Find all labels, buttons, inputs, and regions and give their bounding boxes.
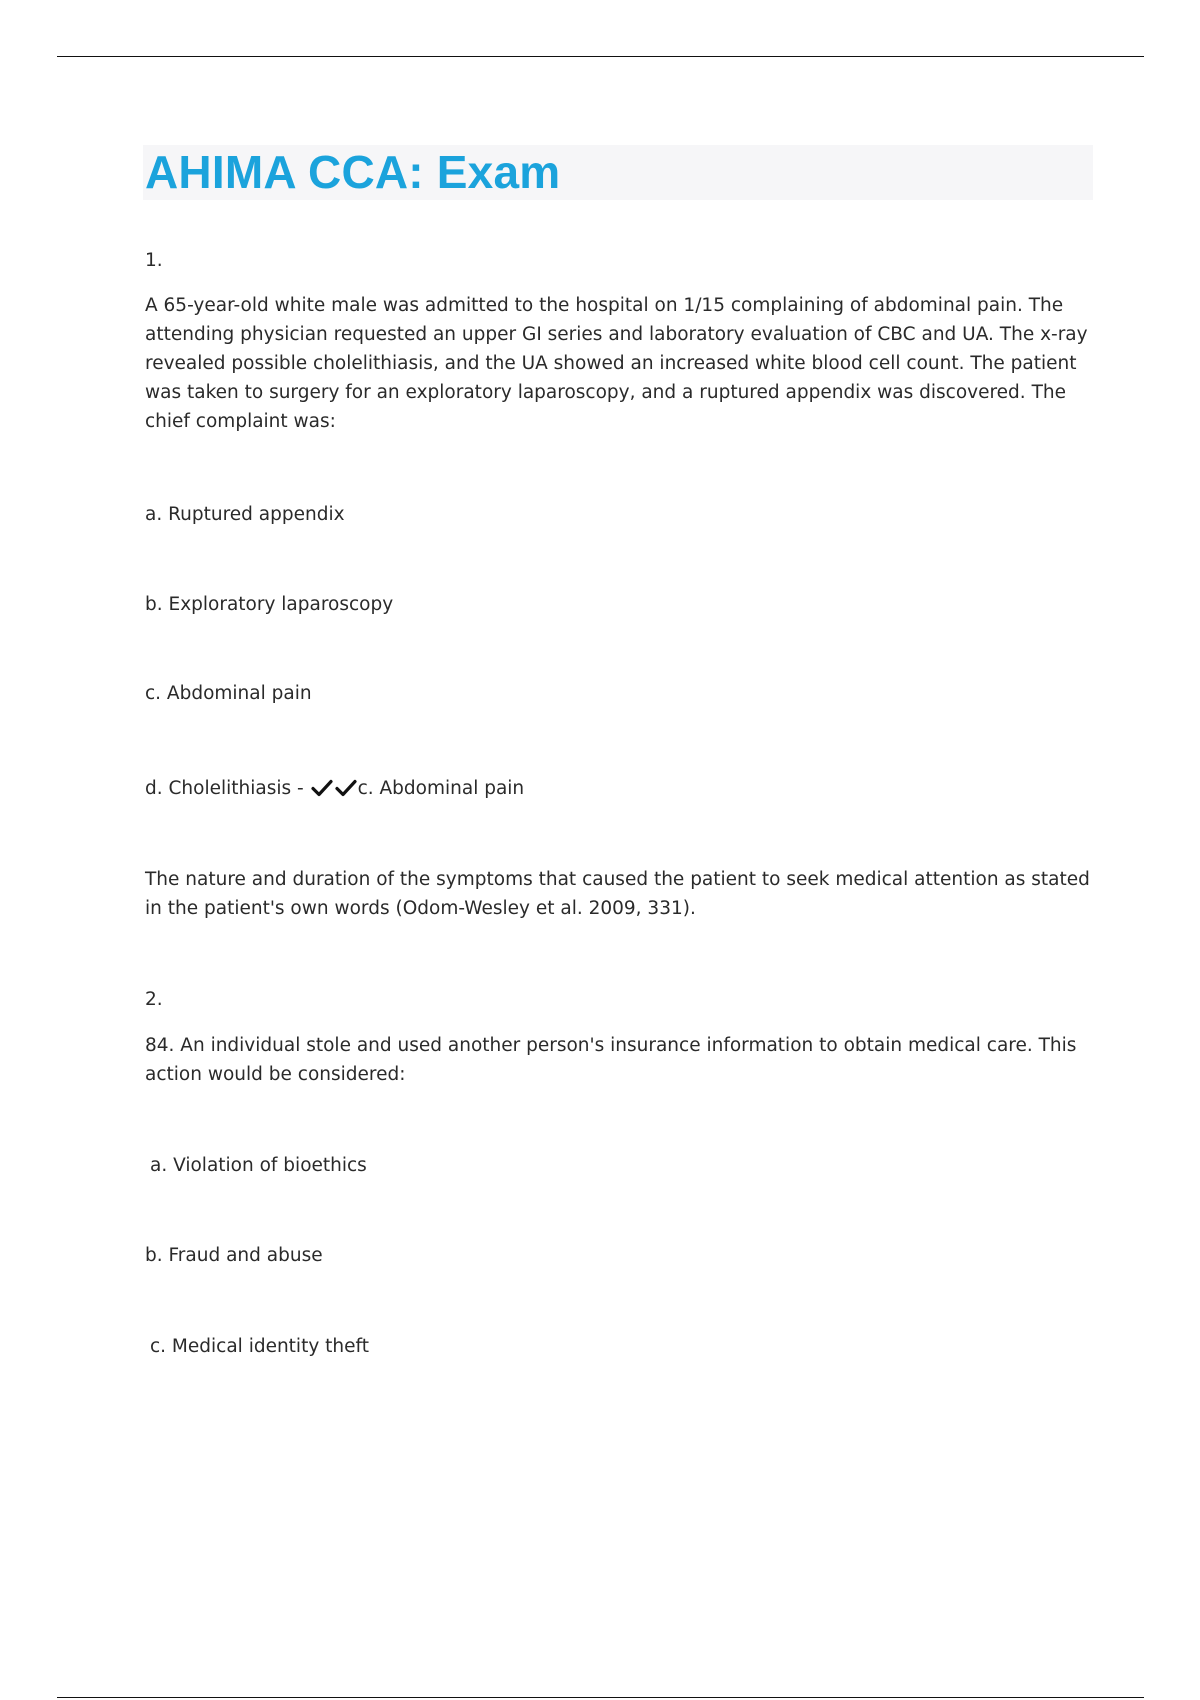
option-d-with-answer bbox=[145, 774, 1100, 806]
option-a: a. Ruptured appendix bbox=[145, 504, 345, 525]
answer-explanation: The nature and duration of the symptoms that caused the patient to seek medical attention as stated in the patient's own words (Odom-Wesley et al. 2009, 331). bbox=[145, 869, 1090, 919]
checkmark-icon bbox=[335, 777, 357, 806]
header-rule bbox=[57, 56, 1144, 57]
option-b: b. Fraud and abuse bbox=[145, 1245, 323, 1266]
question-text: 84. An individual stole and used another person's insurance information to obtain medical care. This action would be considered: bbox=[145, 1035, 1077, 1085]
option-a: a. Violation of bioethics bbox=[150, 1155, 367, 1176]
question-text: A 65-year-old white male was admitted to the hospital on 1/15 complaining of abdominal pain. The attending physician requested an upper GI series and laboratory evaluation of CBC and UA. The x-ray revealed possible cholelithiasis, and the UA showed an increased white blood cell count. The patient was taken to surgery for an exploratory laparoscopy, and a ruptured appendix was discovered. The chief complaint was: bbox=[145, 295, 1088, 432]
option-c: c. Medical identity theft bbox=[150, 1336, 369, 1357]
checkmark-icon bbox=[311, 777, 333, 806]
page-title: AHIMA CCA: Exam bbox=[145, 146, 561, 198]
option-d: d. Cholelithiasis - bbox=[145, 778, 310, 799]
option-c: c. Abdominal pain bbox=[145, 683, 312, 704]
option-b: b. Exploratory laparoscopy bbox=[145, 594, 394, 615]
question-number: 2. bbox=[145, 989, 163, 1010]
footer-rule bbox=[57, 1697, 1144, 1698]
question-number: 1. bbox=[145, 250, 163, 271]
answer: c. Abdominal pain bbox=[357, 778, 525, 799]
